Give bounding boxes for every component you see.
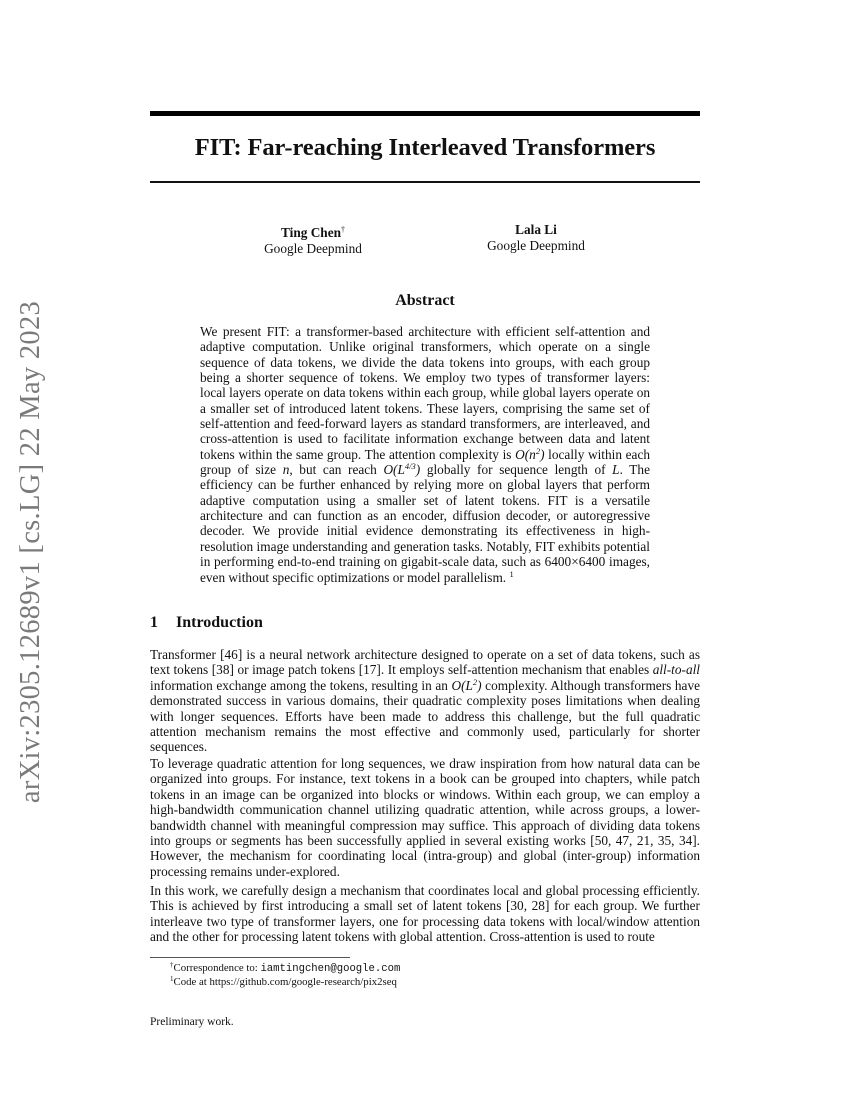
author-block [213, 222, 413, 257]
code-url[interactable]: Code at https://github.com/google-research/pix2seq [173, 976, 397, 988]
abstract-text: We present FIT: a transformer-based architecture with efficient self-attention and adaptive computation. Unlike original transformers, which operate on a single sequence of data tokens, we divide the data tokens into groups, with each group being a shorter sequence of tokens. We employ two types of transformer layers: local layers operate on data tokens within each group, while global layers operate on a smaller set of introduced latent tokens. These layers, comprising the same set of self-attention and feed-forward layers as standard transformers, are interleaved, and cross-attention is used to facilitate information exchange between data and latent tokens within the same group. The attention complexity is $O(n^2)$ locally within each group of size n, but can reach $O(L^{4/3})$ globally for sequence length of L. The efficiency can be further enhanced by relying more on global layers that perform adaptive computation using a smaller set of latent tokens. FIT is a versatile architecture and can function as an encoder, diffusion decoder, or autoregressive decoder. We provide initial evidence demonstrating its effectiveness in high-resolution image understanding and generation tasks. Notably, FIT exhibits potential in performing end-to-end training on gigabit-scale data, such as 6400×6400 images, even without specific optimizations or model parallelism. $^1$ [200, 324, 650, 585]
title-rule-top [150, 111, 700, 116]
author-block [436, 222, 636, 254]
section-number: 1 [150, 614, 158, 631]
author-name: Lala Li [515, 222, 557, 237]
title-rule-bottom [150, 181, 700, 183]
math-n: n [282, 462, 290, 478]
author-affiliation: Google Deepmind [487, 238, 585, 253]
intro-paragraph-2: To leverage quadratic attention for long sequences, we draw inspiration from how natural data can be organized into groups. For instance, text tokens in a book can be grouped into chapters, while patch tokens in an image can be organized into blocks or windows. Within each group, we can employ a high-bandwidth communication channel utilizing quadratic attention, while across groups, a lower-bandwidth channel with meaningful compression may suffice. This approach of dividing data tokens into groups or segments has been successfully applied in several existing works [50, 47, 21, 35, 34]. However, the mechanism for coordinating local (intra-group) and global (inter-group) information processing remains under-explored. [150, 756, 700, 879]
math-L: L [612, 462, 620, 478]
emphasis-all-to-all: all-to-all [652, 662, 700, 678]
author-affiliation: Google Deepmind [264, 241, 362, 256]
arxiv-side-stamp [14, 288, 48, 816]
section-title: Introduction [176, 614, 263, 631]
paper-title: FIT: Far-reaching Interleaved Transformers [194, 134, 656, 161]
footnote-correspondence: †Correspondence to: iamtingchen@google.com [170, 961, 401, 975]
intro-paragraph-1: Transformer [46] is a neural network architecture designed to operate on a set of data tokens, such as text tokens [38] or image patch tokens [17]. It employs self-attention mechanism that enables all-to-all information exchange among the tokens, resulting in an $O(L^2)$ complexity. Although transformers have demonstrated success in various domains, their quadratic complexity poses limitations when dealing with longer sequences. Efforts have been made to address this challenge, but the full quadratic attention mechanism remains the most effective and commonly used, particularly for shorter sequences. [150, 647, 700, 755]
math-on2: $O(n^2)$ [515, 445, 545, 462]
section-heading-introduction [150, 614, 263, 632]
page-footer-note: Preliminary work. [150, 1016, 234, 1028]
abstract-heading: Abstract [395, 292, 455, 309]
math-ol43: $O(L^{4/3})$ [383, 461, 421, 478]
dagger-mark: † [341, 225, 345, 234]
math-ol2: $O(L^2)$ [451, 676, 482, 693]
author-name: Ting Chen† [281, 225, 345, 240]
arxiv-identifier: arXiv:2305.12689v1 [cs.LG] 22 May 2023 [15, 300, 47, 804]
intro-paragraph-3: In this work, we carefully design a mechanism that coordinates local and global processing efficiently. This is achieved by first introducing a small set of latent tokens [30, 28] for each group. We further interleave two type of transformer layers, one for processing data tokens with local/window attention and the other for processing latent tokens with global attention. Cross-attention is used to route [150, 883, 700, 945]
footnote-code: $^1$Code at https://github.com/google-research/pix2seq [170, 975, 397, 988]
email-link[interactable]: iamtingchen@google.com [260, 963, 401, 975]
footnote-rule [150, 957, 350, 958]
footnote-ref[interactable]: 1 [509, 568, 514, 579]
